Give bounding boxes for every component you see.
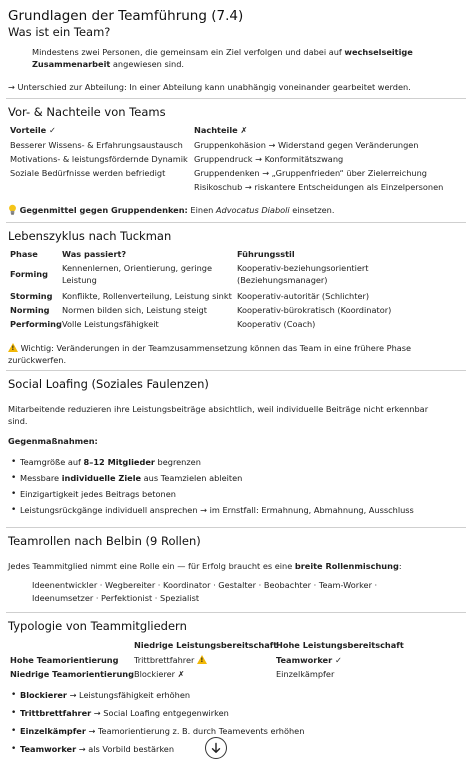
tip-label: Gegenmittel gegen Gruppendenken: xyxy=(19,205,188,215)
tip-line xyxy=(8,204,334,216)
divider xyxy=(6,612,466,613)
tuckman-phase: Forming xyxy=(10,269,48,279)
warning-icon xyxy=(8,343,18,352)
list-item: • Teamworker → als Vorbild bestärken xyxy=(10,743,460,755)
cons-header: Nachteile ✗ xyxy=(194,125,248,135)
loafing-measures-heading: Gegenmaßnahmen: xyxy=(8,436,98,446)
tuckman-style: Kooperativ (Coach) xyxy=(237,319,316,329)
tuckman-warning xyxy=(8,342,453,366)
team-note: → Unterschied zur Abteilung: In einer Abteilung kann unabhängig voneinander gearbeitet werden. xyxy=(8,82,411,92)
pro-item: Besserer Wissens- & Erfahrungsaustausch xyxy=(10,140,183,150)
section-heading-typology: Typologie von Teammitgliedern xyxy=(8,619,187,633)
section-heading-tuckman: Lebenszyklus nach Tuckman xyxy=(8,229,172,243)
pro-item: Motivations- & leistungsfördernde Dynamik xyxy=(10,154,188,164)
belbin-roles: Ideenumsetzer · Perfektionist · Spezialist xyxy=(32,593,200,603)
pro-item: Soziale Bedürfnisse werden befriedigt xyxy=(10,168,166,178)
typology-row-label: Hohe Teamorientierung xyxy=(10,655,119,665)
list-item: • Messbare individuelle Ziele aus Teamzielen ableiten xyxy=(10,472,460,484)
tuckman-col-phase: Phase xyxy=(10,249,38,259)
section-heading-belbin: Teamrollen nach Belbin (9 Rollen) xyxy=(8,534,201,548)
lightbulb-icon xyxy=(8,204,17,215)
loafing-text: Mitarbeitende reduzieren ihre Leistungsbeiträge absichtlich, weil individuelle Beiträge nicht erkennbar sind. xyxy=(8,404,429,426)
tuckman-col-style: Führungsstil xyxy=(237,249,295,259)
con-item: Gruppenkohäsion → Widerstand gegen Veränderungen xyxy=(194,140,419,150)
tuckman-what: Kennenlernen, Orientierung, geringe Leistung xyxy=(62,263,213,285)
tuckman-style: Kooperativ-autoritär (Schlichter) xyxy=(237,291,370,301)
typology-col-high: Hohe Leistungsbereitschaft xyxy=(276,640,404,650)
typology-cell: Einzelkämpfer xyxy=(276,669,335,679)
tuckman-style: Kooperativ-bürokratisch (Koordinator) xyxy=(237,305,392,315)
divider xyxy=(6,370,466,371)
tip-text: Einen xyxy=(187,205,216,215)
belbin-text: Jedes Teammitglied nimmt eine Rolle ein — für Erfolg braucht es eine breite Rollenmischung: xyxy=(8,561,402,571)
typology-row-label: Niedrige Teamorientierung xyxy=(10,669,134,679)
tuckman-style: Kooperativ-beziehungsorientiert (Beziehungsmanager) xyxy=(237,263,369,285)
list-item: • Teamgröße auf 8–12 Mitglieder begrenzen xyxy=(10,456,460,468)
tuckman-what: Konflikte, Rollenverteilung, Leistung sinkt xyxy=(62,291,232,301)
divider xyxy=(6,222,466,223)
tip-text-end: einsetzen. xyxy=(289,205,335,215)
list-item: • Blockierer → Leistungsfähigkeit erhöhen xyxy=(10,689,460,701)
tuckman-phase: Norming xyxy=(10,305,50,315)
warning-icon xyxy=(197,655,207,664)
arrow-down-icon xyxy=(210,742,222,754)
tuckman-phase: Storming xyxy=(10,291,53,301)
pros-header: Vorteile ✓ xyxy=(10,125,56,135)
typology-cell: Trittbrettfahrer ! xyxy=(134,654,207,666)
section-heading-team: Was ist ein Team? xyxy=(8,25,111,39)
tuckman-what: Volle Leistungsfähigkeit xyxy=(62,319,159,329)
loafing-measures-list xyxy=(10,456,460,516)
divider xyxy=(6,527,466,528)
con-item: Risikoschub → riskantere Entscheidungen als Einzelpersonen xyxy=(194,182,444,192)
scroll-down-button[interactable] xyxy=(205,737,227,759)
list-item: • Trittbrettfahrer → Social Loafing entgegenwirken xyxy=(10,707,460,719)
page-title: Grundlagen der Teamführung (7.4) xyxy=(8,8,244,24)
belbin-roles: Ideenentwickler · Wegbereiter · Koordinator · Gestalter · Beobachter · Team-Worker · xyxy=(32,580,378,590)
typology-col-low: Niedrige Leistungsbereitschaft xyxy=(134,640,278,650)
con-item: Gruppendenken → „Gruppenfrieden“ über Zielerreichung xyxy=(194,168,427,178)
team-definition-text: Mindestens zwei Personen, die gemeinsam ein Ziel verfolgen und dabei auf xyxy=(32,47,345,57)
list-item: • Leistungsrückgänge individuell ansprechen → im Ernstfall: Ermahnung, Abmahnung, Ausschluss xyxy=(10,504,460,516)
list-item: • Einzelkämpfer → Teamorientierung z. B. durch Teamevents erhöhen xyxy=(10,725,460,737)
tuckman-what: Normen bilden sich, Leistung steigt xyxy=(62,305,207,315)
tuckman-warning-text: Wichtig: Veränderungen in der Teamzusammensetzung können das Team in eine frühere Phase zurückwerfen. xyxy=(8,343,412,365)
section-heading-loafing: Social Loafing (Soziales Faulenzen) xyxy=(8,377,209,391)
team-definition xyxy=(32,46,432,70)
team-definition-end: angewiesen sind. xyxy=(110,59,184,69)
list-item: • Einzigartigkeit jedes Beitrags betonen xyxy=(10,488,460,500)
con-item: Gruppendruck → Konformitätszwang xyxy=(194,154,344,164)
tip-italic: Advocatus Diaboli xyxy=(215,205,290,215)
divider xyxy=(6,98,466,99)
typology-cell: Blockierer ✗ xyxy=(134,669,185,679)
typology-cell: Teamworker ✓ xyxy=(276,655,342,665)
typology-list xyxy=(10,689,460,755)
tuckman-col-what: Was passiert? xyxy=(62,249,127,259)
team-definition-bold: wechselseitige Zusammenarbeit xyxy=(32,47,413,69)
section-heading-pros-cons: Vor- & Nachteile von Teams xyxy=(8,105,166,119)
tuckman-phase: Performing xyxy=(10,319,62,329)
